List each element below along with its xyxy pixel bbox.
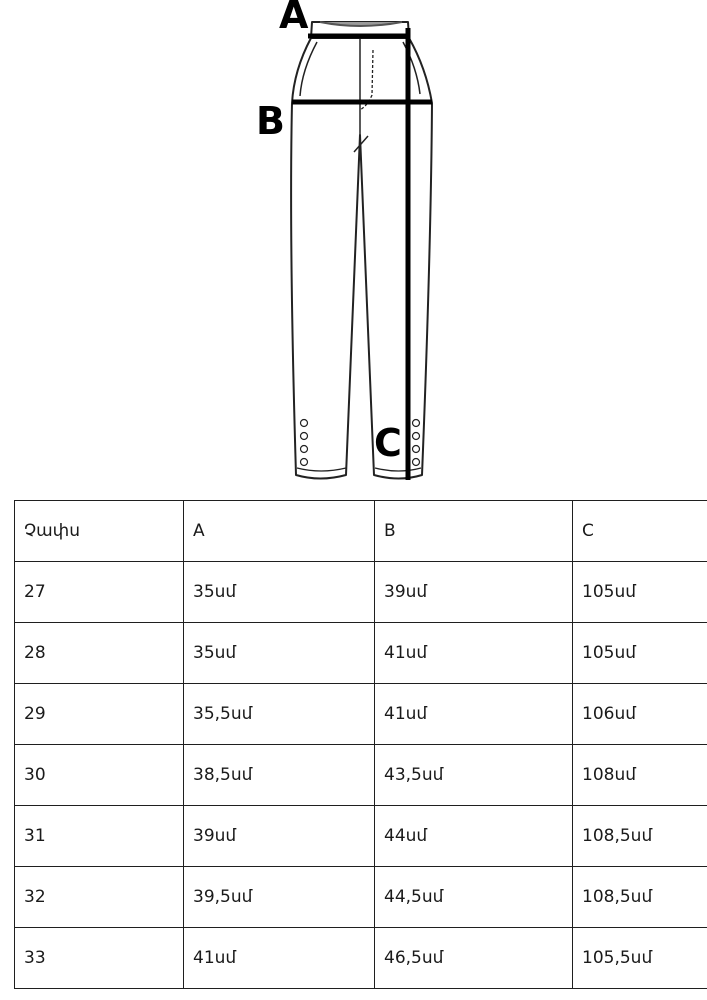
table-row	[15, 623, 707, 684]
cell-a: 35սմ	[184, 623, 375, 684]
header-c: C	[573, 501, 707, 562]
cell-c: 105սմ	[573, 562, 707, 623]
cell-c: 105սմ	[573, 623, 707, 684]
cell-size: 27	[15, 562, 184, 623]
measure-label-b: B	[256, 99, 285, 143]
cell-size: 32	[15, 867, 184, 928]
cell-a: 38,5սմ	[184, 745, 375, 806]
table-header-row	[15, 501, 707, 562]
cell-b: 39սմ	[375, 562, 573, 623]
cell-a: 39սմ	[184, 806, 375, 867]
size-chart-table	[14, 500, 707, 989]
header-size: Չափս	[15, 501, 184, 562]
cell-b: 44,5սմ	[375, 867, 573, 928]
trousers-outline	[291, 22, 432, 479]
cell-c: 108,5սմ	[573, 867, 707, 928]
cell-b: 46,5սմ	[375, 928, 573, 989]
cell-size: 29	[15, 684, 184, 745]
cell-a: 39,5սմ	[184, 867, 375, 928]
cell-a: 35,5սմ	[184, 684, 375, 745]
header-b: B	[375, 501, 573, 562]
cell-b: 41սմ	[375, 623, 573, 684]
cell-b: 44սմ	[375, 806, 573, 867]
cell-a: 35սմ	[184, 562, 375, 623]
table-row	[15, 867, 707, 928]
table-row	[15, 806, 707, 867]
trousers-measurement-diagram	[0, 0, 707, 495]
cell-size: 31	[15, 806, 184, 867]
cell-a: 41սմ	[184, 928, 375, 989]
table-row	[15, 562, 707, 623]
cell-size: 33	[15, 928, 184, 989]
cell-b: 41սմ	[375, 684, 573, 745]
measure-label-a: A	[279, 0, 309, 37]
cell-c: 108,5սմ	[573, 806, 707, 867]
table-row	[15, 684, 707, 745]
cell-size: 28	[15, 623, 184, 684]
measure-label-c: C	[374, 421, 402, 465]
header-a: A	[184, 501, 375, 562]
cell-size: 30	[15, 745, 184, 806]
table-row	[15, 928, 707, 989]
cell-c: 105,5սմ	[573, 928, 707, 989]
cell-c: 108սմ	[573, 745, 707, 806]
table-row	[15, 745, 707, 806]
cell-b: 43,5սմ	[375, 745, 573, 806]
cell-c: 106սմ	[573, 684, 707, 745]
